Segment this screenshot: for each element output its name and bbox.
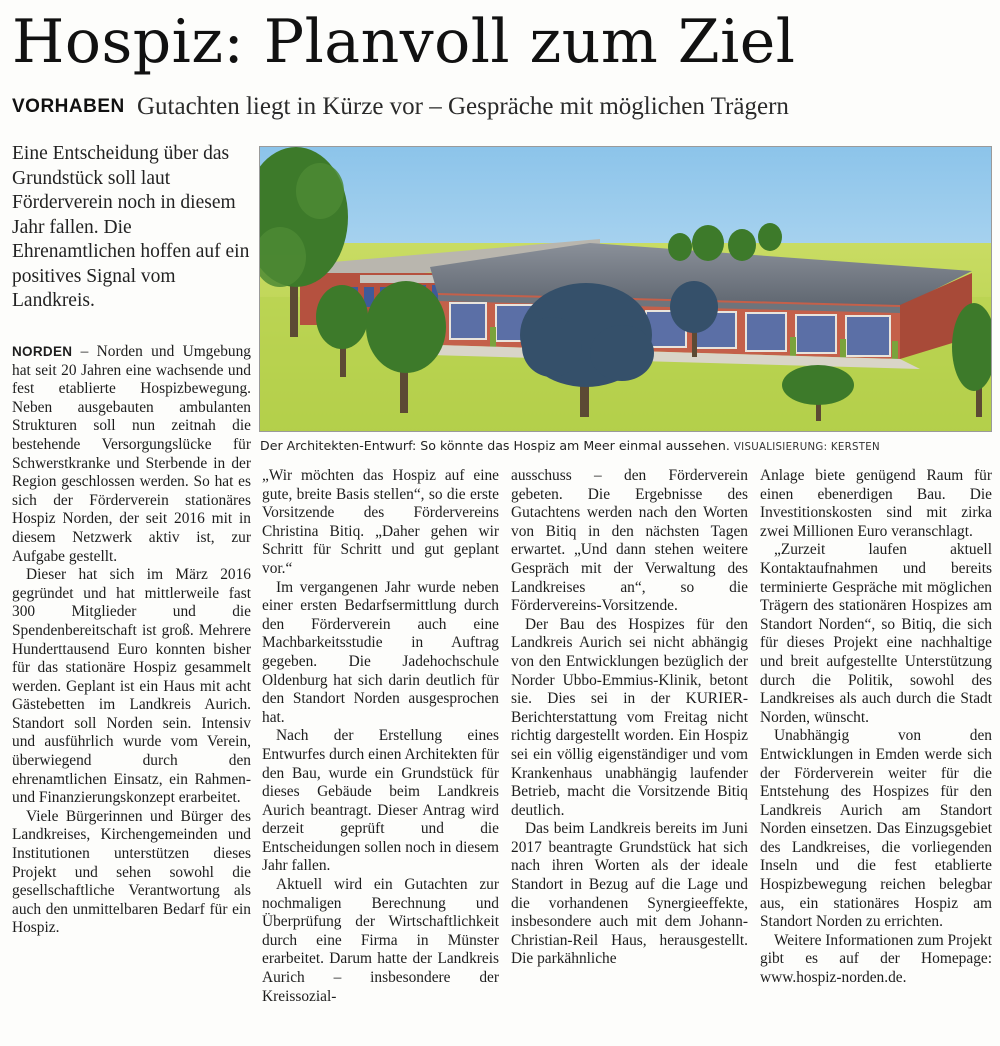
paragraph: Der Bau des Hospizes für den Landkreis Aurich sei nicht abhängig von den Entwicklungen bezüglich der Norder Ubbo-Emmius-Klinik, betont sie. Dies sei in der KURIER-Berichterstattung vom Freitag nicht richtig dargestellt worden. Ein Hospiz sei ein völlig eigenständiger und vom Krankenhaus unabhängig laufender Betrieb, macht die Vorsitzende Bitiq deutlich. — [511, 615, 748, 819]
architect-rendering-image — [259, 146, 992, 432]
paragraph: Im vergangenen Jahr wurde neben einer ersten Bedarfsermittlung durch den Förderverein auch eine Machbarkeitsstudie in Auftrag gegeben. Die Jadehochschule Oldenburg hat sich darin deutlich für den Standort Norden ausgesprochen hat. — [262, 578, 499, 726]
photo-credit: VISUALISIERUNG: KERSTEN — [733, 442, 880, 453]
paragraph — [12, 343, 251, 566]
paragraph: ausschuss – den Förderverein gebeten. Die Ergebnisse des Gutachtens werden nach den Worten von Bitiq in den nächsten Tagen erwartet. „Und dann stehen weitere Gespräch mit der Verwaltung des Landkreises an“, so die Fördervereins-Vorsitzende. — [511, 467, 748, 615]
paragraph: „Zurzeit laufen aktuell Kontaktaufnahmen und bereits terminierte Gespräche mit möglichen Trägern des stationären Hospizes am Standort Norden“, so Bitiq, die sich für dieses Projekt eine nachhaltige und breit aufgestellte Unterstützung durch die Politik, sowohl des Landkreises als auch durch die Stadt Norden, wünscht. — [760, 541, 992, 726]
article-subheadline — [12, 92, 992, 124]
paragraph: Unabhängig von den Entwicklungen in Emden werde sich der Förderverein weiter für die Entstehung des Hospizes für den Landkreis Aurich am Standort Norden einsetzen. Das Einzugsgebiet des Landkreises, die vorliegenden Inseln und die fest etablierte Hospizbewegung reichen belegbar aus, ein stationäres Hospiz am Standort Norden zu errichten. — [760, 727, 992, 931]
article-headline: Hospiz: Planvoll zum Ziel — [12, 7, 796, 77]
paragraph: Nach der Erstellung eines Entwurfes durch einen Architekten für den Bau, wurde ein Grundstück für dieses Gebäude beim Landkreis Aurich beantragt. Dieser Antrag wird derzeit geprüft und die Entscheidungen sollen noch in diesem Jahr fallen. — [262, 727, 499, 875]
paragraph: Viele Bürgerinnen und Bürger des Landkreises, Kirchengemeinden und Institutionen unterstützen dieses Projekt und sehen sowohl die gesellschaftliche Verantwortung als auch den unmittelbaren Bedarf für ein Hospiz. — [12, 807, 251, 937]
paragraph: Das beim Landkreis bereits im Juni 2017 beantragte Grundstück hat sich nach ihren Worten als der ideale Standort in Bezug auf die Lage und die vorhandenen Synergieeffekte, insbesondere auch mit dem Johann-Christian-Reil Haus, herausgestellt. Die parkähnliche — [511, 820, 748, 968]
subheadline-text: Gutachten liegt in Kürze vor – Gespräche mit möglichen Trägern — [136, 93, 789, 120]
article-column-2 — [262, 467, 499, 1006]
paragraph: Anlage biete genügend Raum für einen ebenerdigen Bau. Die Investitionskosten sind mit zirka zwei Millionen Euro veranschlagt. — [760, 467, 992, 540]
caption-text: Der Architekten-Entwurf: So könnte das Hospiz am Meer einmal aussehen. — [260, 438, 730, 453]
paragraph: Aktuell wird ein Gutachten zur nochmaligen Berechnung und Überprüfung der Wirtschaftlichkeit durch eine Firma in Münster erarbeitet. Darum hatte der Landkreis Aurich – insbesondere der Kreissozial- — [262, 876, 499, 1005]
paragraph-text: – Norden und Umgebung hat seit 20 Jahren eine wachsende und fest etablierte Hospizbewegung. Neben ausgebauten ambulanten Strukturen soll nun zeitnah die bestehende Versorgungslücke für Schwerstkranke und Sterbende in der Region geschlossen werden. So hat es sich der Förderverein stationäres Hospiz Norden, der seit 2016 mit in diesem Netzwerk aktiv ist, zur Aufgabe gestellt. — [12, 343, 251, 565]
article-column-1 — [12, 343, 251, 938]
article-lead: Eine Entscheidung über das Grundstück soll laut Förderverein noch in diesem Jahr fallen. Die Ehrenamtlichen hoffen auf ein positives Signal vom Landkreis. — [12, 143, 250, 311]
article-column-3 — [511, 467, 748, 969]
kicker-label: VORHABEN — [12, 96, 125, 117]
dateline: NORDEN — [12, 344, 73, 359]
article-column-4 — [760, 467, 992, 988]
paragraph: „Wir möchten das Hospiz auf eine gute, breite Basis stellen“, so die erste Vorsitzende des Fördervereins Christina Bitiq. „Daher gehen wir Schritt für Schritt und gut geplant vor.“ — [262, 467, 499, 577]
paragraph: Weitere Informationen zum Projekt gibt es auf der Homepage: www.hospiz-norden.de. — [760, 931, 993, 987]
paragraph: Dieser hat sich im März 2016 gegründet und hat mittlerweile fast 300 Mitglieder und die Spendenbereitschaft ist groß. Mehrere Hunderttausend Euro konnten bisher für das stationäre Hospiz gesammelt werden. Geplant ist ein Haus mit acht Gästebetten im Landkreis Aurich. Standort soll Norden sein. Intensiv und ausführlich wurde vom Verein, überwiegend durch den ehrenamtlichen Einsatz, ein Rahmen- und Finanzierungskonzept erarbeitet. — [12, 566, 251, 807]
image-caption — [260, 438, 994, 456]
